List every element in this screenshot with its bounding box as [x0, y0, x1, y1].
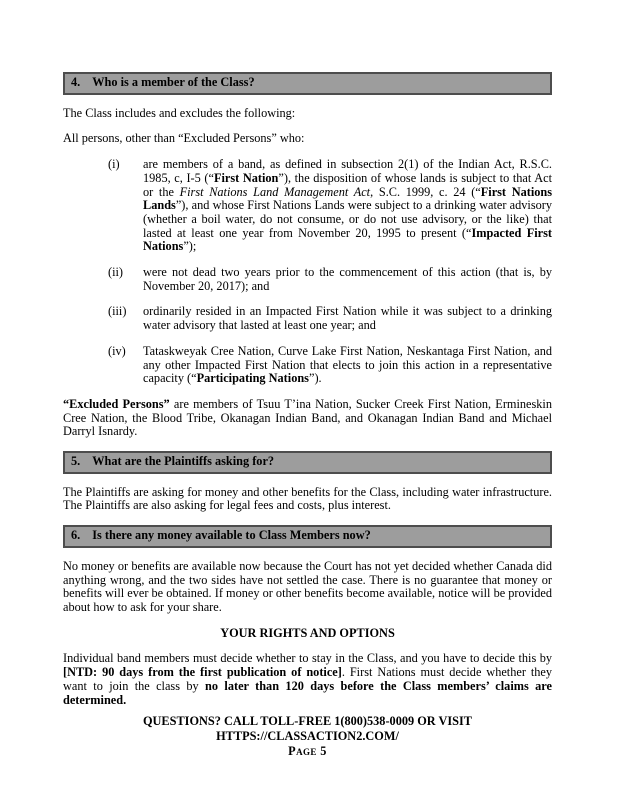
section-4-number: 4.: [71, 75, 81, 89]
list-text-ii: were not dead two years prior to the commencement of this action (that is, by November 20, 2017); and: [143, 265, 552, 293]
section-6-header-bar: [63, 525, 552, 548]
excluded-persons-paragraph: “Excluded Persons” are members of Tsuu T’ina Nation, Sucker Creek First Nation, Ermineskin Cree Nation, the Blood Tribe, Okanagan Indian Band, and Okanagan Indian Band and Michael Darryl Isnardy.: [63, 396, 552, 439]
money-availability-paragraph: No money or benefits are available now because the Court has not yet decided whether Canada did anything wrong, and the two sides have not settled the case. There is no guarantee that money or benefits will ever be obtained. If money or other benefits become available, notice will be provided about how to ask for your share.: [63, 558, 552, 614]
class-scope-paragraph: All persons, other than “Excluded Persons” who:: [63, 131, 305, 146]
page-footer: [63, 714, 552, 759]
list-marker-ii: (ii): [108, 265, 124, 280]
class-list-item-iii: [63, 305, 552, 332]
list-marker-iii: (iii): [108, 304, 127, 319]
section-5-header-bar: [63, 451, 552, 474]
list-text-i: are members of a band, as defined in subsection 2(1) of the Indian Act, R.S.C. 1985, c, I-5 (“First Nation”), the disposition of whose lands is subject to that Act or the First Nations Land Management Act, S.C. 1999, c. 24 (“First Nations Lands”), and whose First Nations Lands were subject to a drinking water advisory (whether a boil water, do not consume, or do not use advisory, or the like) that lasted at least one year from November 20, 1995 to present (“Impacted First Nations”);: [143, 157, 553, 254]
section-6-number: 6.: [71, 528, 81, 543]
plaintiffs-paragraph: The Plaintiffs are asking for money and other benefits for the Class, including water infrastructure. The Plaintiffs are also asking for legal fees and costs, plus interest.: [63, 484, 552, 513]
rights-deadline-paragraph: Individual band members must decide whether to stay in the Class, and you have to decide this by [NTD: 90 days from the first publication of notice]. First Nations must decide whether they want to join the class by no later than 120 days before the Class members’ claims are determined.: [63, 651, 552, 707]
class-list-item-ii: [63, 266, 552, 293]
document-content: [63, 72, 552, 719]
section-4-header-bar: [63, 72, 552, 95]
rights-and-options-heading: YOUR RIGHTS AND OPTIONS: [220, 625, 395, 640]
list-marker-i: (i): [108, 157, 120, 172]
section-4-title: Who is a member of the Class?: [92, 75, 255, 89]
footer-url-line: HTTPS://CLASSACTION2.COM/: [216, 729, 399, 743]
list-text-iii: ordinarily resided in an Impacted First Nation while it was subject to a drinking water advisory that lasted at least one year; and: [143, 304, 552, 333]
class-definition-list: [63, 158, 552, 386]
list-marker-iv: (iv): [108, 343, 126, 358]
class-intro-paragraph: The Class includes and excludes the following:: [63, 105, 296, 120]
list-text-iv: Tataskweyak Cree Nation, Curve Lake First Nation, Neskantaga First Nation, and any other Impacted First Nation that elects to join this action in a representative capacity (“Participating Nations”).: [143, 343, 552, 386]
page-number: Page 5: [288, 744, 327, 758]
class-list-item-iv: [63, 345, 552, 386]
section-6-title: Is there any money available to Class Members now?: [92, 528, 371, 543]
section-5-title: What are the Plaintiffs asking for?: [92, 454, 275, 469]
footer-questions-line: QUESTIONS? CALL TOLL-FREE 1(800)538-0009 OR VISIT: [142, 714, 472, 728]
section-5-number: 5.: [71, 454, 81, 469]
class-list-item-i: [63, 158, 552, 254]
